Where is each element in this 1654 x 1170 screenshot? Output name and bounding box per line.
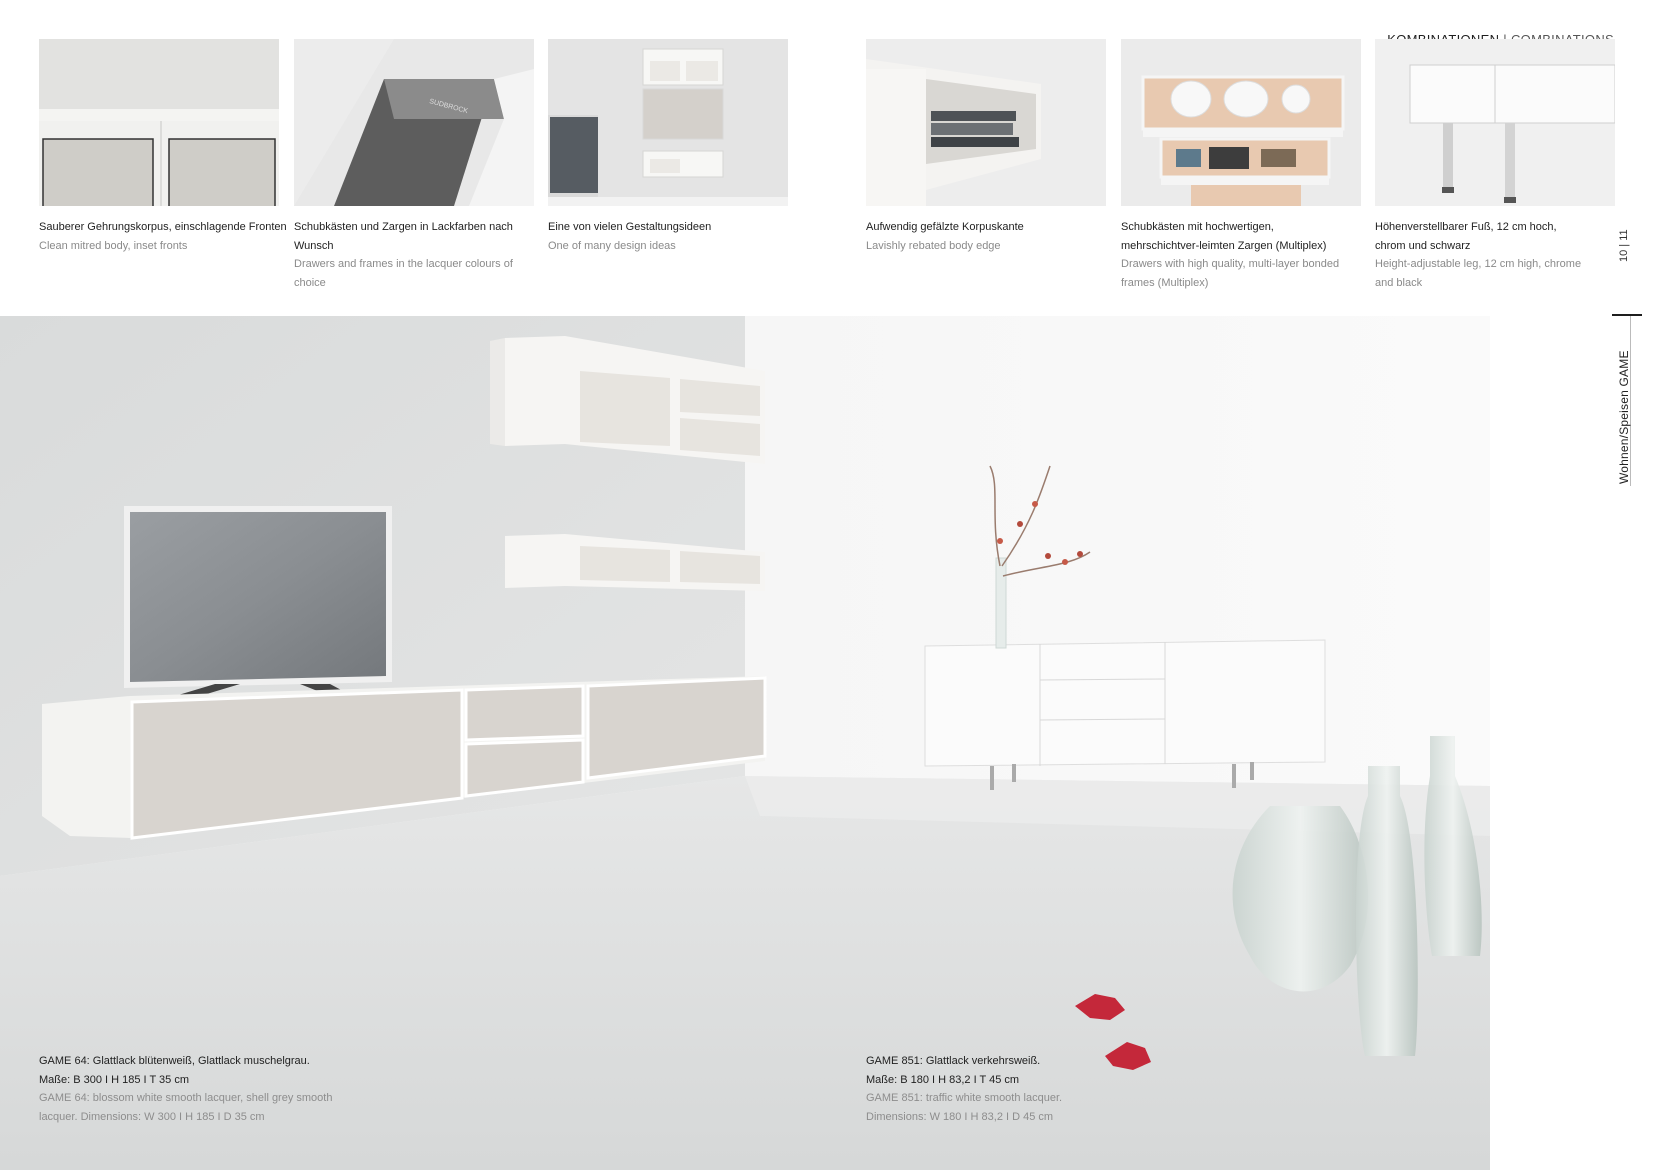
caption-multiplex-drawers [1121, 218, 1351, 292]
caption-de: Eine von vielen Gestaltungsideen [548, 221, 712, 233]
caption-adjustable-leg [1375, 218, 1585, 292]
thumbnail-multiplex-drawers [1121, 39, 1361, 206]
thumbnail-drawer-frame [294, 39, 534, 206]
caption-line: GAME 851: Glattlack verkehrsweiß. [866, 1055, 1041, 1067]
caption-de: Höhenverstellbarer Fuß, 12 cm hoch, chrom und schwarz [1375, 221, 1557, 252]
caption-de: Schubkästen und Zargen in Lackfarben nach Wunsch [294, 221, 513, 252]
caption-en: Height-adjustable leg, 12 cm high, chrome and black [1375, 258, 1582, 289]
caption-en: Lavishly rebated body edge [866, 239, 1001, 252]
caption-en: Drawers with high quality, multi-layer bonded frames (Multiplex) [1121, 258, 1340, 289]
thumbnail-mitred-body [39, 39, 279, 206]
caption-en: Drawers and frames in the lacquer colours of choice [294, 258, 513, 289]
caption-dimensions-en: lacquer. Dimensions: W 300 I H 185 I D 35 cm [39, 1110, 265, 1123]
caption-drawer-frame [294, 218, 544, 292]
caption-dimensions-en: Dimensions: W 180 I H 83,2 I D 45 cm [866, 1110, 1054, 1123]
caption-de: Sauberer Gehrungskorpus, einschlagende Fronten [39, 221, 287, 233]
caption-line-en: GAME 851: traffic white smooth lacquer. [866, 1092, 1063, 1104]
caption-game-851 [866, 1052, 1166, 1126]
caption-line-en: GAME 64: blossom white smooth lacquer, shell grey smooth [39, 1092, 333, 1104]
thumbnail-adjustable-leg [1375, 39, 1615, 206]
drawer-brand-label: SUDBROCK [428, 98, 469, 116]
caption-en: Clean mitred body, inset fronts [39, 239, 188, 252]
caption-dimensions-de: Maße: B 300 I H 185 I T 35 cm [39, 1073, 189, 1086]
main-room-photo [0, 316, 1490, 1170]
caption-rebated-edge [866, 218, 1116, 255]
section-tab-marker [1612, 314, 1642, 316]
caption-design-idea [548, 218, 798, 255]
caption-de: Aufwendig gefälzte Korpuskante [866, 221, 1024, 233]
page-number: 10 | 11 [1618, 229, 1630, 262]
caption-line: GAME 64: Glattlack blütenweiß, Glattlack muschelgrau. [39, 1055, 310, 1067]
caption-dimensions-de: Maße: B 180 I H 83,2 I T 45 cm [866, 1073, 1020, 1086]
caption-en: One of many design ideas [548, 239, 676, 252]
caption-mitred-body [39, 218, 289, 255]
thumbnail-rebated-edge [866, 39, 1106, 206]
caption-de: Schubkästen mit hochwertigen, mehrschichtver-leimten Zargen (Multiplex) [1121, 221, 1327, 252]
thumbnail-design-idea [548, 39, 788, 206]
caption-game-64 [39, 1052, 339, 1126]
section-label: Wohnen/Speisen GAME [1617, 350, 1631, 484]
